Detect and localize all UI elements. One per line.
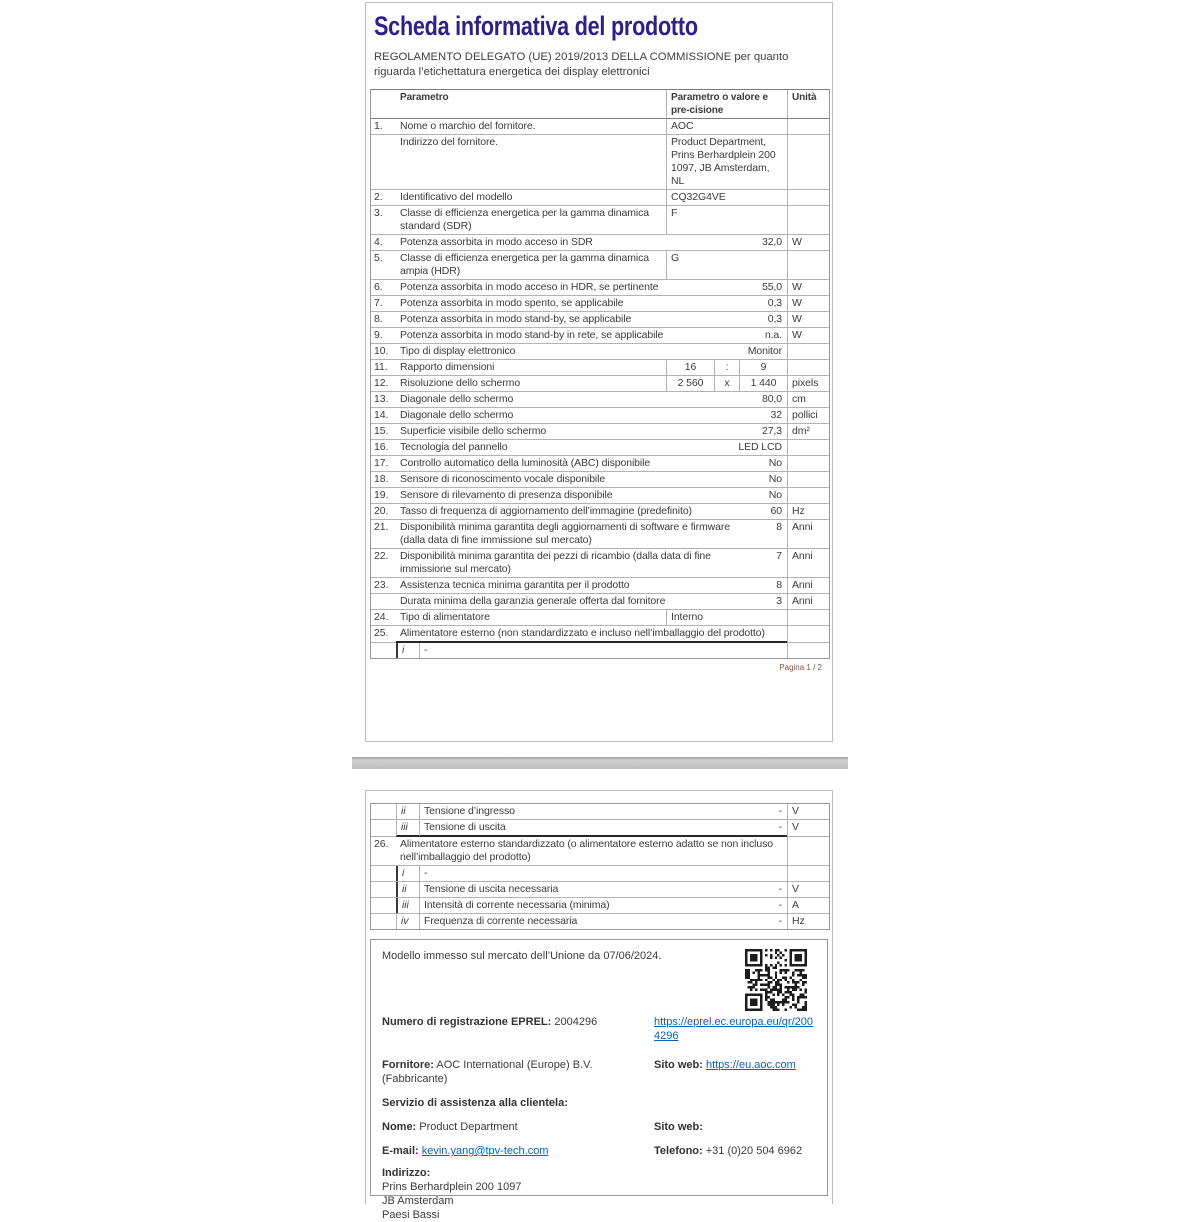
table-row xyxy=(371,610,829,626)
table-row xyxy=(371,520,829,549)
param-cell xyxy=(420,820,787,837)
param-cell xyxy=(396,472,787,487)
table-header-row xyxy=(371,90,829,119)
table-row xyxy=(371,135,829,190)
value-cell: Product Department, Prins Berhardplein 200 1097, JB Amsterdam, NL xyxy=(671,136,776,187)
table-row xyxy=(371,119,829,135)
row-number-cell: 4. xyxy=(374,236,383,248)
param-cell xyxy=(420,804,787,819)
param-cell xyxy=(396,578,787,593)
param-cell xyxy=(420,866,787,881)
row-number-cell: 26. xyxy=(374,838,389,850)
value-cell: AOC xyxy=(671,120,694,132)
param-text: Diagonale dello schermo xyxy=(400,393,514,405)
row-number-cell xyxy=(371,820,396,836)
row-number-cell: 2. xyxy=(374,191,383,203)
param-text: Tensione d’ingresso xyxy=(424,805,515,817)
page-number: Pagina 1 / 2 xyxy=(779,663,822,672)
param-text: Sensore di riconoscimento vocale disponibile xyxy=(400,473,606,485)
value-text: No xyxy=(768,457,782,469)
param-cell xyxy=(396,408,787,423)
table-row xyxy=(371,626,829,643)
table-row xyxy=(371,914,829,929)
table-row xyxy=(371,882,829,898)
unit-cell xyxy=(787,866,829,881)
param-text: Durata minima della garanzia generale offerta dal fornitore xyxy=(400,595,666,607)
row-number-cell: 16. xyxy=(374,441,389,453)
row-number-cell: 15. xyxy=(374,425,389,437)
row-number-cell xyxy=(371,882,396,897)
email-line xyxy=(382,1144,654,1158)
value-cell: 9 xyxy=(760,361,767,373)
phone-label: Telefono: xyxy=(654,1145,703,1157)
table-row xyxy=(371,440,829,456)
row-number-cell: 25. xyxy=(374,627,389,639)
name-label: Nome: xyxy=(382,1121,417,1133)
row-subletter-cell: ii xyxy=(396,804,420,819)
param-text: - xyxy=(424,644,428,656)
param-text: Disponibilità minima garantita dei pezzi di ricambio (dalla data di fine immissione sul mercato) xyxy=(400,550,711,575)
qr-code xyxy=(745,949,807,1011)
table-row xyxy=(371,456,829,472)
phone-number: +31 (0)20 504 6962 xyxy=(705,1145,803,1157)
value-cell: Interno xyxy=(671,611,703,623)
param-text: Potenza assorbita in modo stand-by, se applicabile xyxy=(400,313,632,325)
unit-cell: cm xyxy=(787,392,829,407)
address-label: Indirizzo: xyxy=(382,1167,431,1179)
row-subletter-cell: ii xyxy=(396,882,420,897)
eprel-number: 2004296 xyxy=(554,1016,598,1028)
param-cell xyxy=(420,914,787,929)
unit-cell xyxy=(787,626,829,642)
market-date-line: Modello immesso sul mercato dell’Unione da 07/06/2024. xyxy=(382,950,662,962)
table-row xyxy=(371,820,829,837)
table-row xyxy=(371,280,829,296)
param-cell: Tipo di alimentatore xyxy=(396,610,667,625)
param-cell xyxy=(396,440,787,455)
address-line: Paesi Bassi xyxy=(382,1209,440,1221)
param-cell xyxy=(396,312,787,327)
header-unit-cell: Unità xyxy=(787,90,829,118)
table-row xyxy=(371,837,829,866)
website-line xyxy=(654,1058,816,1072)
unit-cell xyxy=(787,472,829,487)
unit-cell xyxy=(787,488,829,503)
param-cell: Indirizzo del fornitore. xyxy=(396,135,667,189)
param-text: Tecnologia del pannello xyxy=(400,441,508,453)
param-cell xyxy=(396,424,787,439)
eprel-label: Numero di registrazione EPREL: xyxy=(382,1016,552,1028)
row-number-cell xyxy=(371,135,396,189)
param-text: Intensità di corrente necessaria (minima) xyxy=(424,899,610,911)
value-cell: CQ32G4VE xyxy=(671,191,726,203)
value-text: - xyxy=(778,899,782,911)
param-cell: Rapporto dimensioni xyxy=(396,360,667,375)
website-label-2: Sito web: xyxy=(654,1121,703,1133)
param-cell: Classe di efficienza energetica per la gamma dinamica ampia (HDR) xyxy=(396,251,667,279)
row-subletter-cell: iii xyxy=(396,898,420,913)
unit-cell xyxy=(787,837,829,865)
unit-cell: Hz xyxy=(787,504,829,519)
unit-cell: pixels xyxy=(787,376,829,391)
value-text: No xyxy=(768,489,782,501)
table-row xyxy=(371,424,829,440)
row-number-cell: 11. xyxy=(374,361,388,373)
supplier-line xyxy=(382,1058,654,1086)
unit-cell: Anni xyxy=(787,578,829,593)
value-text: 55,0 xyxy=(761,281,782,293)
table-row xyxy=(371,296,829,312)
param-text: Potenza assorbita in modo spento, se applicabile xyxy=(400,297,624,309)
unit-cell xyxy=(787,360,829,375)
row-number-cell: 1. xyxy=(374,120,383,132)
service-name-line xyxy=(382,1120,654,1134)
param-span-cell: Alimentatore esterno standardizzato (o alimentatore esterno adatto se non incluso nell’imballaggio del prodotto) xyxy=(400,838,774,863)
header-param-cell: Parametro xyxy=(396,90,667,118)
value-text: 60 xyxy=(770,505,782,517)
row-number-cell: 13. xyxy=(374,393,389,405)
row-number-cell: 14. xyxy=(374,409,389,421)
param-cell xyxy=(396,280,787,295)
value-separator-cell: : xyxy=(714,360,740,375)
table-row xyxy=(371,866,829,882)
table-row xyxy=(371,408,829,424)
email-label: E-mail: xyxy=(382,1145,419,1157)
row-number-cell: 6. xyxy=(374,281,383,293)
table-row xyxy=(371,360,829,376)
unit-cell: V xyxy=(787,882,829,897)
table-row xyxy=(371,504,829,520)
table-row xyxy=(371,804,829,820)
value-text: 32,0 xyxy=(761,236,782,248)
param-text: Diagonale dello schermo xyxy=(400,409,514,421)
param-text: Tipo di display elettronico xyxy=(400,345,516,357)
value-cell: 16 xyxy=(684,361,697,373)
unit-cell xyxy=(787,440,829,455)
unit-cell: V xyxy=(787,804,829,819)
row-number-cell: 18. xyxy=(374,473,389,485)
table-row xyxy=(371,328,829,344)
value-text: 8 xyxy=(776,579,782,591)
param-text: Superficie visibile dello schermo xyxy=(400,425,547,437)
param-cell xyxy=(396,549,787,577)
param-text: Potenza assorbita in modo acceso in SDR xyxy=(400,236,593,248)
eprel-registration xyxy=(382,1015,654,1029)
header-value-cell: Parametro o valore e pre-cisione xyxy=(671,92,768,116)
unit-cell: A xyxy=(787,898,829,913)
table-row xyxy=(371,488,829,504)
param-text: Controllo automatico della luminosità (ABC) disponibile xyxy=(400,457,651,469)
value-text: 7 xyxy=(776,550,782,562)
table-row xyxy=(371,578,829,594)
row-number-cell: 12. xyxy=(374,377,389,389)
unit-cell xyxy=(787,119,829,134)
row-number-cell xyxy=(371,866,396,881)
row-number-cell: 8. xyxy=(374,313,383,325)
row-number-cell xyxy=(371,804,396,819)
service-name: Product Department xyxy=(419,1121,518,1133)
param-cell xyxy=(420,643,787,658)
customer-service-heading: Servizio di assistenza alla clientela: xyxy=(382,1097,568,1109)
eprel-link[interactable]: https://eprel.ec.europa.eu/qr/2004296 xyxy=(654,1016,813,1042)
unit-cell: W xyxy=(787,296,829,311)
param-text: Assistenza tecnica minima garantita per il prodotto xyxy=(400,579,630,591)
row-subletter-cell: i xyxy=(396,866,420,881)
row-number-cell xyxy=(371,898,396,913)
value-text: LED LCD xyxy=(738,441,782,453)
row-subletter-cell: i xyxy=(396,643,420,658)
row-number-cell: 10. xyxy=(374,345,389,357)
param-text: Tensione di uscita xyxy=(424,821,506,833)
param-cell xyxy=(396,296,787,311)
param-cell xyxy=(396,594,787,609)
param-cell xyxy=(420,882,787,897)
unit-cell: W xyxy=(787,280,829,295)
param-text: Potenza assorbita in modo acceso in HDR, se pertinente xyxy=(400,281,659,293)
row-number-cell: 21. xyxy=(374,521,389,533)
value-text: 32 xyxy=(770,409,782,421)
unit-cell xyxy=(787,610,829,625)
row-number-cell: 3. xyxy=(374,207,383,219)
value-text: 0,3 xyxy=(767,313,782,325)
param-cell: Identificativo del modello xyxy=(396,190,667,205)
product-parameters-table xyxy=(370,89,830,659)
row-number-cell: 24. xyxy=(374,611,389,623)
unit-cell xyxy=(787,643,829,658)
website-line-2 xyxy=(654,1120,816,1134)
unit-cell: V xyxy=(787,820,829,836)
unit-cell: W xyxy=(787,328,829,343)
param-span-cell: Alimentatore esterno (non standardizzato e incluso nell’imballaggio del prodotto) xyxy=(396,626,787,643)
table-row xyxy=(371,472,829,488)
value-cell: F xyxy=(671,207,678,219)
unit-cell: pollici xyxy=(787,408,829,423)
param-cell xyxy=(396,328,787,343)
table-row xyxy=(371,235,829,251)
unit-cell: Anni xyxy=(787,520,829,548)
table-row xyxy=(371,344,829,360)
page-1 xyxy=(365,2,833,742)
unit-cell: Anni xyxy=(787,594,829,609)
value-text: - xyxy=(778,915,782,927)
supplier-name: AOC International (Europe) B.V. (Fabbricante) xyxy=(382,1059,593,1085)
row-number-cell: 9. xyxy=(374,329,383,341)
page-title: Scheda informativa del prodotto xyxy=(374,11,698,41)
value-cell: G xyxy=(671,252,680,264)
page-2 xyxy=(365,790,833,1221)
supplier-website-link[interactable]: https://eu.aoc.com xyxy=(705,1059,796,1071)
row-number-cell xyxy=(371,643,396,658)
value-cell: 1 440 xyxy=(750,377,777,389)
row-subletter-cell: iv xyxy=(396,914,420,929)
table-row xyxy=(371,376,829,392)
value-text: 80,0 xyxy=(761,393,782,405)
value-text: 8 xyxy=(776,521,782,533)
table-row xyxy=(371,643,829,658)
email-link[interactable]: kevin.yang@tpv-tech.com xyxy=(421,1145,549,1157)
param-text: Tensione di uscita necessaria xyxy=(424,883,559,895)
param-text: - xyxy=(424,867,428,879)
header-num-cell xyxy=(371,90,396,118)
unit-cell: Anni xyxy=(787,549,829,577)
unit-cell xyxy=(787,344,829,359)
param-cell xyxy=(396,520,787,548)
table-row xyxy=(371,312,829,328)
value-text: - xyxy=(778,805,782,817)
power-supply-table xyxy=(370,803,830,930)
row-number-cell: 19. xyxy=(374,489,389,501)
param-cell xyxy=(396,235,787,250)
address-line: JB Amsterdam xyxy=(382,1195,454,1207)
address-line: Prins Berhardplein 200 1097 xyxy=(382,1181,522,1193)
table-row xyxy=(371,549,829,578)
value-text: - xyxy=(778,821,782,833)
unit-cell: W xyxy=(787,312,829,327)
param-cell xyxy=(396,504,787,519)
value-text: Monitor xyxy=(747,345,782,357)
table-row xyxy=(371,206,829,235)
value-text: n.a. xyxy=(764,329,782,341)
supplier-label: Fornitore: xyxy=(382,1059,434,1071)
table-row xyxy=(371,251,829,280)
phone-line xyxy=(654,1144,816,1158)
table-row xyxy=(371,898,829,914)
unit-cell xyxy=(787,206,829,234)
value-text: 0,3 xyxy=(767,297,782,309)
value-text: 27,3 xyxy=(761,425,782,437)
value-text: - xyxy=(778,883,782,895)
value-separator-cell: x xyxy=(714,376,740,391)
row-number-cell xyxy=(371,914,396,929)
row-number-cell: 23. xyxy=(374,579,389,591)
website-label: Sito web: xyxy=(654,1059,703,1071)
param-cell xyxy=(396,488,787,503)
value-text: No xyxy=(768,473,782,485)
row-number-cell: 22. xyxy=(374,550,389,562)
unit-cell xyxy=(787,190,829,205)
param-cell xyxy=(396,344,787,359)
registration-info-box xyxy=(370,939,828,1221)
unit-cell: dm² xyxy=(787,424,829,439)
param-cell xyxy=(396,456,787,471)
param-text: Frequenza di corrente necessaria xyxy=(424,915,578,927)
unit-cell xyxy=(787,251,829,279)
table-row xyxy=(371,392,829,408)
page-separator xyxy=(352,757,848,769)
unit-cell: Hz xyxy=(787,914,829,929)
row-number-cell: 7. xyxy=(374,297,383,309)
param-cell xyxy=(420,898,787,913)
param-cell: Classe di efficienza energetica per la gamma dinamica standard (SDR) xyxy=(396,206,667,234)
param-cell: Nome o marchio del fornitore. xyxy=(396,119,667,134)
row-number-cell: 17. xyxy=(374,457,389,469)
row-number-cell xyxy=(371,594,396,609)
param-text: Disponibilità minima garantita degli aggiornamenti di software e firmware (dalla data di fine immissione sul mercato) xyxy=(400,521,731,546)
value-cell: 2 560 xyxy=(677,377,704,389)
table-row xyxy=(371,190,829,206)
row-subletter-cell: iii xyxy=(396,820,420,837)
param-cell: Risoluzione dello schermo xyxy=(396,376,667,391)
param-text: Potenza assorbita in modo stand-by in rete, se applicabile xyxy=(400,329,664,341)
row-number-cell: 5. xyxy=(374,252,383,264)
param-text: Tasso di frequenza di aggiornamento dell’immagine (predefinito) xyxy=(400,505,692,517)
unit-cell xyxy=(787,135,829,189)
unit-cell: W xyxy=(787,235,829,250)
regulation-subtitle: REGOLAMENTO DELEGATO (UE) 2019/2013 DELLA COMMISSIONE per quanto riguarda l’etichettatura energetica dei display elettronici xyxy=(374,51,789,78)
value-text: 3 xyxy=(776,595,782,607)
table-row xyxy=(371,594,829,610)
unit-cell xyxy=(787,456,829,471)
param-cell xyxy=(396,392,787,407)
row-number-cell: 20. xyxy=(374,505,389,517)
param-text: Sensore di rilevamento di presenza disponibile xyxy=(400,489,613,501)
